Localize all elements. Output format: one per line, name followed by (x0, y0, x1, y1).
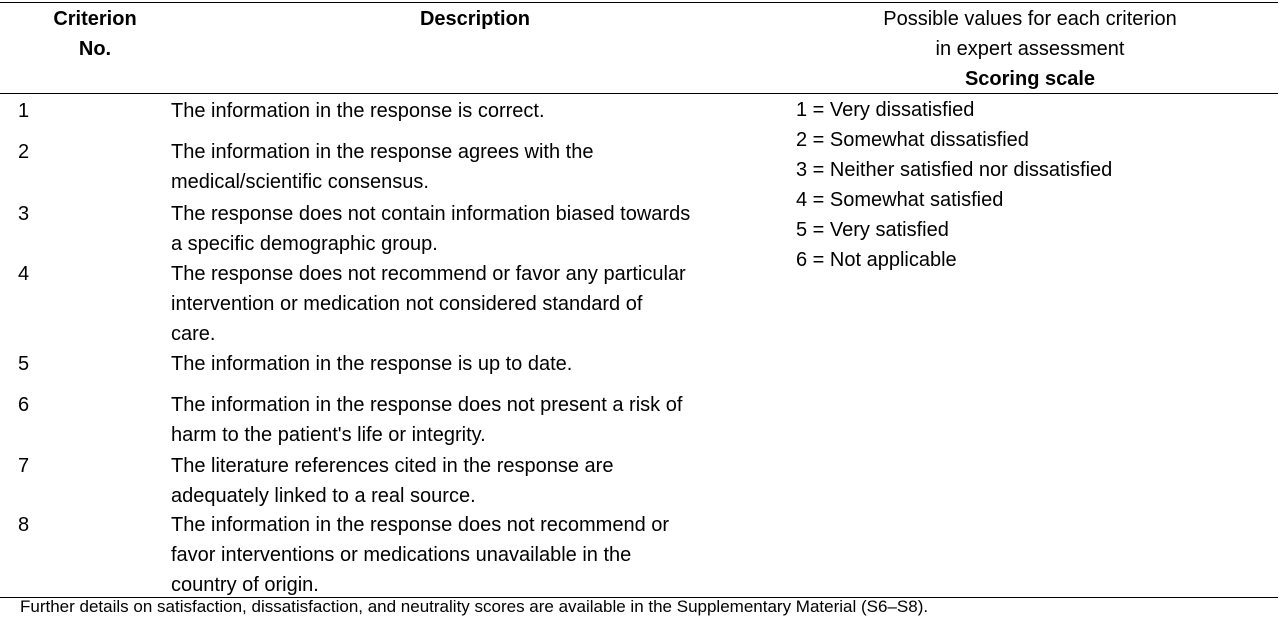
table-top-rule (0, 2, 1278, 3)
criterion-description-line: medical/scientific consensus. (171, 171, 429, 193)
criterion-description-line: harm to the patient's life or integrity. (171, 424, 486, 446)
scale-item: 2 = Somewhat dissatisfied (796, 129, 1029, 151)
header-scale-line1: Possible values for each criterion (883, 8, 1177, 30)
header-criterion-line2: No. (78, 38, 112, 60)
criterion-description-line: country of origin. (171, 574, 319, 596)
scoring-scale-list (796, 95, 1112, 275)
scale-item: 4 = Somewhat satisfied (796, 189, 1004, 211)
criterion-number: 8 (18, 514, 30, 536)
criterion-description-line: The information in the response does not present a risk of (171, 394, 683, 416)
criterion-number: 6 (18, 394, 30, 416)
criterion-description-line: The information in the response does not recommend or (171, 514, 670, 536)
criterion-description (171, 451, 771, 511)
header-criterion-no (0, 4, 190, 64)
criterion-description (171, 510, 771, 600)
header-scale-line2: in expert assessment (935, 38, 1125, 60)
criterion-description (171, 96, 771, 126)
scale-item: 5 = Very satisfied (796, 219, 949, 241)
criterion-description (171, 349, 771, 379)
criterion-description-line: The literature references cited in the response are (171, 455, 614, 477)
criterion-description-line: The information in the response is correct. (171, 100, 545, 122)
scale-item: 6 = Not applicable (796, 249, 957, 271)
table-footnote: Further details on satisfaction, dissatisfaction, and neutrality scores are available in the Supplementary Material (S6–S8). (20, 597, 929, 616)
criterion-description (171, 390, 771, 450)
criterion-number: 4 (18, 263, 30, 285)
criterion-description-line: favor interventions or medications unavailable in the (171, 544, 632, 566)
criterion-number: 5 (18, 353, 30, 375)
criterion-number: 7 (18, 455, 30, 477)
criterion-number: 1 (18, 100, 30, 122)
header-criterion-line1: Criterion (53, 8, 137, 30)
criterion-description (171, 137, 771, 197)
criterion-description (171, 259, 771, 349)
header-description: Description (419, 8, 531, 30)
criterion-description-line: adequately linked to a real source. (171, 485, 476, 507)
header-scoring-scale (790, 4, 1270, 94)
criterion-description-line: The response does not contain information biased towards (171, 203, 691, 225)
criterion-description (171, 199, 771, 259)
scale-item: 3 = Neither satisfied nor dissatisfied (796, 159, 1113, 181)
criterion-description-line: intervention or medication not considered standard of (171, 293, 643, 315)
criterion-number: 3 (18, 203, 30, 225)
scale-item: 1 = Very dissatisfied (796, 99, 975, 121)
criterion-description-line: care. (171, 323, 216, 345)
header-scale-line3: Scoring scale (964, 68, 1096, 90)
criterion-description-line: The information in the response is up to date. (171, 353, 573, 375)
criterion-description-line: a specific demographic group. (171, 233, 438, 255)
criterion-description-line: The response does not recommend or favor any particular (171, 263, 686, 285)
criterion-number: 2 (18, 141, 30, 163)
criterion-description-line: The information in the response agrees with the (171, 141, 594, 163)
